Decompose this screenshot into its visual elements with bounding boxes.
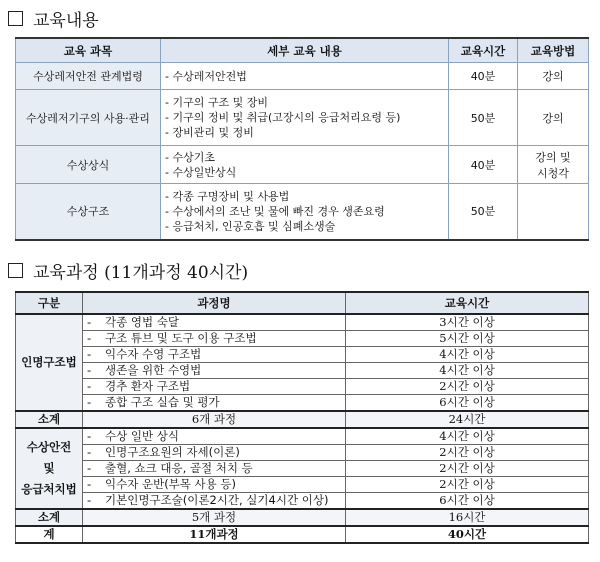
subject-cell: 수상레저기구의 사용·관리 bbox=[16, 90, 161, 146]
header-subject: 교육 과목 bbox=[16, 38, 161, 63]
course-name: 구조 튜브 및 도구 이용 구조법 bbox=[105, 331, 257, 345]
table-row bbox=[16, 445, 589, 461]
method-cell bbox=[518, 63, 589, 90]
table-row bbox=[16, 331, 589, 347]
subject-cell: 수상레저안전 관계법령 bbox=[16, 63, 161, 90]
method-cell bbox=[518, 90, 589, 146]
checkbox-square-icon bbox=[8, 263, 23, 278]
table-row bbox=[16, 379, 589, 395]
method-line: 시청각 bbox=[537, 166, 569, 180]
course-name-cell: - 익수자 수영 구조법 bbox=[83, 347, 346, 363]
time-cell: 40분 bbox=[449, 63, 518, 90]
subtotal-label: 소계 bbox=[16, 509, 83, 526]
subtotal-time: 16시간 bbox=[346, 509, 589, 526]
course-time-cell: 5시간 이상 bbox=[346, 331, 589, 347]
subtotal-count: 6개 과정 bbox=[83, 411, 346, 428]
section1-heading bbox=[8, 6, 99, 31]
course-time-cell: 2시간 이상 bbox=[346, 461, 589, 477]
table-row bbox=[16, 314, 589, 331]
header-time: 교육시간 bbox=[449, 38, 518, 63]
header-details: 세부 교육 내용 bbox=[161, 38, 449, 63]
header-category: 구분 bbox=[16, 292, 83, 314]
course-name-cell: - 생존을 위한 수영법 bbox=[83, 363, 346, 379]
details-cell bbox=[161, 184, 449, 240]
course-time-cell: 6시간 이상 bbox=[346, 395, 589, 412]
subtotal-row bbox=[16, 411, 589, 428]
course-name: 기본인명구조술(이론2시간, 실기4시간 이상) bbox=[105, 493, 329, 507]
course-name: 경추 환자 구조법 bbox=[105, 379, 191, 393]
detail-line: - 수상에서의 조난 및 물에 빠진 경우 생존요령 bbox=[165, 204, 385, 218]
method-line: 강의 및 bbox=[535, 150, 571, 164]
course-name: 생존을 위한 수영법 bbox=[105, 363, 202, 377]
subject-cell: 수상상식 bbox=[16, 146, 161, 184]
course-name: 각종 영법 숙달 bbox=[105, 315, 179, 329]
course-time-cell: 2시간 이상 bbox=[346, 379, 589, 395]
course-name: 종합 구조 실습 및 평가 bbox=[105, 395, 220, 409]
category-line: 응급처치법 bbox=[21, 482, 77, 496]
category-cell bbox=[16, 428, 83, 509]
course-time-cell: 3시간 이상 bbox=[346, 314, 589, 331]
education-content-table bbox=[15, 37, 589, 241]
subtotal-time: 24시간 bbox=[346, 411, 589, 428]
course-name: 익수자 운반(부목 사용 등) bbox=[105, 477, 237, 491]
table-row bbox=[16, 363, 589, 379]
method-cell bbox=[518, 184, 589, 240]
course-name-cell: - 구조 튜브 및 도구 이용 구조법 bbox=[83, 331, 346, 347]
header-method: 교육방법 bbox=[518, 38, 589, 63]
table-row bbox=[16, 395, 589, 412]
method-cell bbox=[518, 146, 589, 184]
details-cell bbox=[161, 146, 449, 184]
table-row bbox=[16, 477, 589, 493]
method-line: 강의 bbox=[542, 70, 564, 83]
subtotal-label: 소계 bbox=[16, 411, 83, 428]
category-cell: 인명구조법 bbox=[16, 314, 83, 411]
course-name: 출혈, 쇼크 대응, 골절 처치 등 bbox=[105, 461, 253, 475]
course-name-cell: - 종합 구조 실습 및 평가 bbox=[83, 395, 346, 412]
detail-line: - 수상기초 bbox=[165, 150, 215, 164]
course-name-cell: - 경추 환자 구조법 bbox=[83, 379, 346, 395]
subtotal-count: 5개 과정 bbox=[83, 509, 346, 526]
section2-heading bbox=[8, 258, 248, 283]
education-course-table bbox=[15, 291, 589, 544]
detail-line: - 장비관리 및 정비 bbox=[165, 126, 254, 139]
table-row bbox=[16, 461, 589, 477]
detail-line: - 수상레저안전법 bbox=[165, 69, 247, 83]
time-cell: 50분 bbox=[449, 90, 518, 146]
detail-line: - 수상일반상식 bbox=[165, 165, 237, 179]
course-time-cell: 4시간 이상 bbox=[346, 347, 589, 363]
course-name-cell: - 기본인명구조술(이론2시간, 실기4시간 이상) bbox=[83, 493, 346, 510]
header-course: 과정명 bbox=[83, 292, 346, 314]
course-name-cell: - 각종 영법 숙달 bbox=[83, 314, 346, 331]
category-line: 수상안전 bbox=[26, 440, 72, 454]
method-line: 강의 bbox=[542, 111, 564, 125]
course-name: 수상 일반 상식 bbox=[105, 429, 179, 443]
course-name: 익수자 수영 구조법 bbox=[105, 347, 202, 361]
details-cell bbox=[161, 90, 449, 146]
subject-cell: 수상구조 bbox=[16, 184, 161, 240]
course-time-cell: 2시간 이상 bbox=[346, 477, 589, 493]
total-row bbox=[16, 526, 589, 543]
course-time-cell: 4시간 이상 bbox=[346, 363, 589, 379]
course-name-cell: - 익수자 운반(부목 사용 등) bbox=[83, 477, 346, 493]
table-row bbox=[16, 184, 589, 240]
total-time: 40시간 bbox=[346, 526, 589, 543]
course-time-cell: 4시간 이상 bbox=[346, 428, 589, 445]
course-time-cell: 6시간 이상 bbox=[346, 493, 589, 510]
total-count: 11개과정 bbox=[83, 526, 346, 543]
course-time-cell: 2시간 이상 bbox=[346, 445, 589, 461]
total-label: 계 bbox=[16, 526, 83, 543]
detail-line: - 기구의 구조 및 장비 bbox=[165, 96, 268, 109]
course-name-cell: - 인명구조요원의 자세(이론) bbox=[83, 445, 346, 461]
section1-title: 교육내용 bbox=[33, 11, 99, 31]
detail-line: - 기구의 정비 및 취급(고장시의 응급처리요령 등) bbox=[165, 111, 401, 124]
table-row bbox=[16, 493, 589, 510]
course-name-cell: - 수상 일반 상식 bbox=[83, 428, 346, 445]
time-cell: 40분 bbox=[449, 146, 518, 184]
detail-line: - 응급처치, 인공호흡 및 심폐소생술 bbox=[165, 219, 336, 233]
table-row bbox=[16, 146, 589, 184]
detail-line: - 각종 구명장비 및 사용법 bbox=[165, 189, 290, 203]
details-cell bbox=[161, 63, 449, 90]
category-line: 및 bbox=[43, 461, 55, 475]
section2-title: 교육과정 (11개과정 40시간) bbox=[33, 263, 249, 283]
header-time: 교육시간 bbox=[346, 292, 589, 314]
table-row bbox=[16, 428, 589, 445]
table-row bbox=[16, 63, 589, 90]
subtotal-row bbox=[16, 509, 589, 526]
time-cell: 50분 bbox=[449, 184, 518, 240]
course-name: 인명구조요원의 자세(이론) bbox=[105, 445, 240, 459]
checkbox-square-icon bbox=[8, 11, 23, 26]
course-name-cell: - 출혈, 쇼크 대응, 골절 처치 등 bbox=[83, 461, 346, 477]
table-row bbox=[16, 347, 589, 363]
table-row bbox=[16, 90, 589, 146]
